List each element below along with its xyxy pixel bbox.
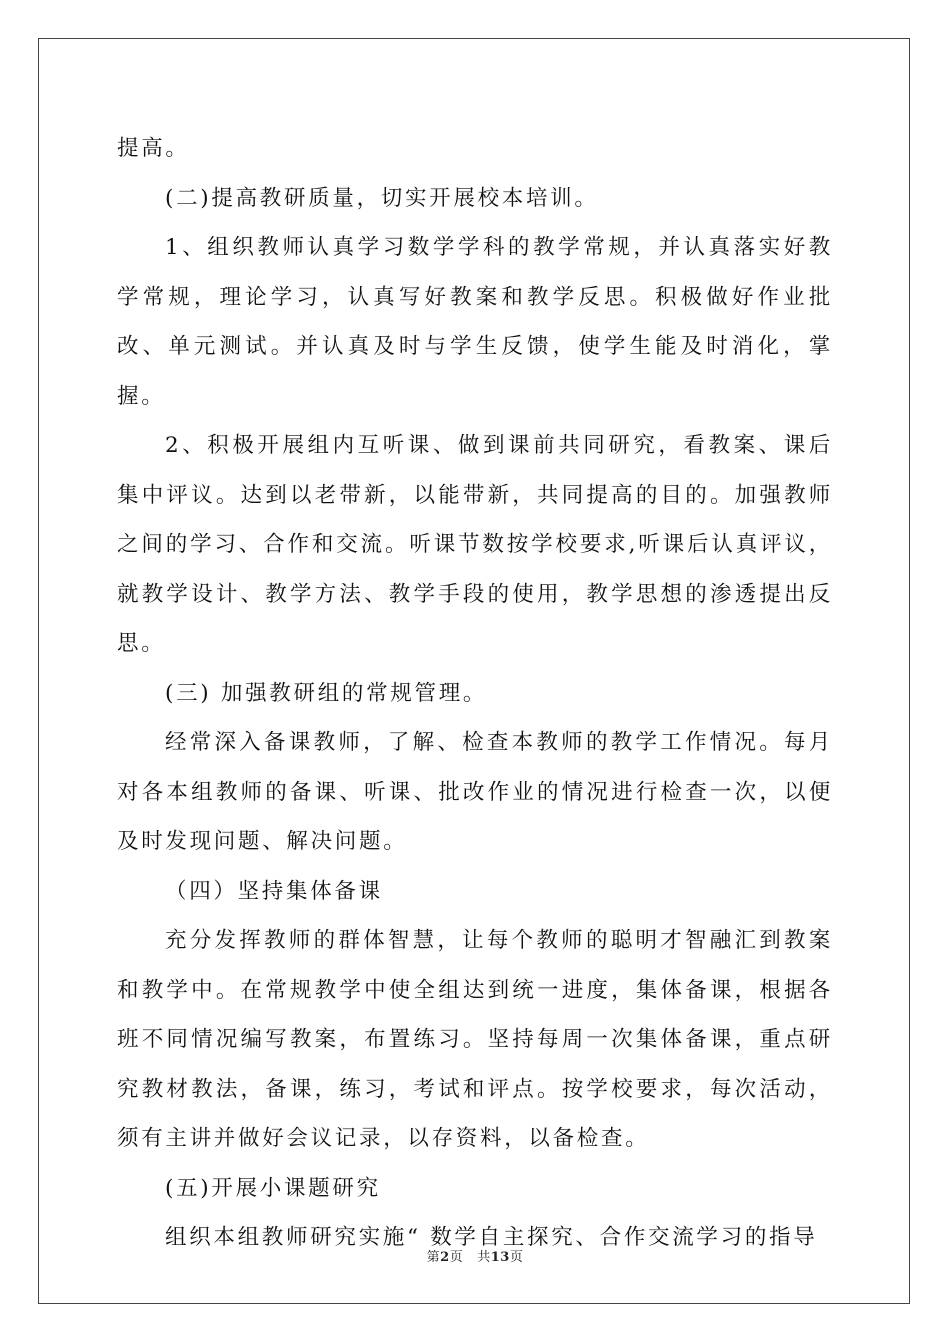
document-body (117, 124, 833, 1263)
paragraph-6: 经常深入备课教师，了解、检查本教师的教学工作情况。每月对各本组教师的备课、听课、批改作业的情况进行检查一次，以便及时发现问题、解决问题。 (117, 730, 833, 854)
footer-page-suffix: 页 (449, 1250, 464, 1265)
paragraph-4: 2、积极开展组内互听课、做到课前共同研究，看教案、课后集中评议。达到以老带新，以能带新，共同提高的目的。加强教师之间的学习、合作和交流。听课节数按学校要求,听课后认真评议，就教学设计、教学方法、教学手段的使用，教学思想的渗透提出反思。 (117, 433, 833, 656)
paragraph-2: (二)提高教研质量，切实开展校本培训。 (165, 185, 599, 211)
paragraph-7: （四）坚持集体备课 (165, 878, 383, 904)
paragraph-8: 充分发挥教师的群体智慧，让每个教师的聪明才智融汇到教案和教学中。在常规教学中使全组达到统一进度，集体备课，根据各班不同情况编写教案，布置练习。坚持每周一次集体备课，重点研究教材教法，备课，练习，考试和评点。按学校要求，每次活动，须有主讲并做好会议记录，以存资料，以备检查。 (117, 928, 833, 1151)
footer-prefix: 第 (426, 1250, 441, 1265)
paragraph-1: 提高。 (117, 136, 190, 161)
paragraph-9: (五)开展小课题研究 (165, 1175, 381, 1201)
paragraph-3: 1、组织教师认真学习数学学科的教学常规，并认真落实好教学常规，理论学习，认真写好教案和教学反思。积极做好作业批改、单元测试。并认真及时与学生反馈，使学生能及时消化，掌握。 (117, 235, 833, 409)
page-footer (0, 1246, 950, 1265)
paragraph-5: (三) 加强教研组的常规管理。 (165, 680, 488, 706)
paragraph-10: 组织本组教师研究实施“ 数学自主探究、合作交流学习的指导 (165, 1225, 818, 1250)
current-page-number: 2 (440, 1250, 450, 1265)
footer-total-prefix: 共 (477, 1250, 491, 1265)
footer-total-suffix: 页 (509, 1250, 524, 1265)
total-pages-number: 13 (490, 1250, 510, 1265)
